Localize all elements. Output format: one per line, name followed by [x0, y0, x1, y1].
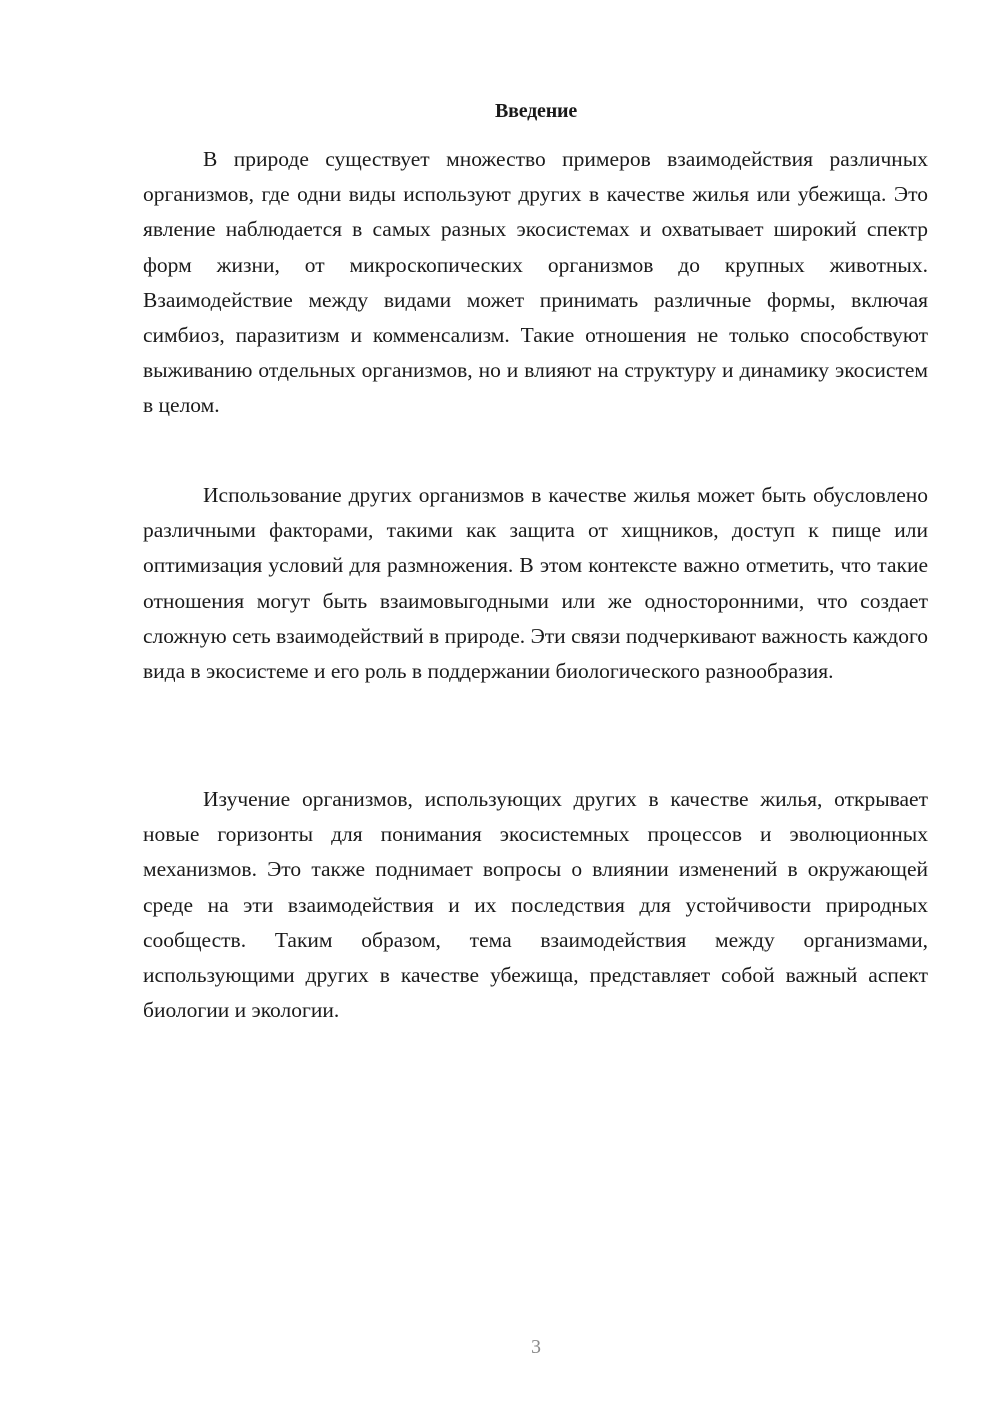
paragraph-1: В природе существует множество примеров взаимодействия различных организмов, где одни виды используют других в качестве жилья или убежища. Это явление наблюдается в самых разных экосистемах и охватывает широкий спектр форм жизни, от микроскопических организмов до крупных животных. Взаимодействие между видами может принимать различные формы, включая симбиоз, паразитизм и комменсализм. Такие отношения не только способствуют выживанию отдельных организмов, но и влияют на структуру и динамику экосистем в целом. [143, 147, 928, 418]
paragraph-3: Изучение организмов, использующих других в качестве жилья, открывает новые горизонты для понимания экосистемных процессов и эволюционных механизмов. Это также поднимает вопросы о влиянии изменений в окружающей среде на эти взаимодействия и их последствия для устойчивости природных сообществ. Таким образом, тема взаимодействия между организмами, использующими других в качестве убежища, представляет собой важный аспект биологии и экологии. [143, 787, 928, 1023]
paragraph-2: Использование других организмов в качестве жилья может быть обусловлено различными факторами, такими как защита от хищников, доступ к пище или оптимизация условий для размножения. В этом контексте важно отметить, что такие отношения могут быть взаимовыгодными или же односторонними, что создает сложную сеть взаимодействий в природе. Эти связи подчеркивают важность каждого вида в экосистеме и его роль в поддержании биологического разнообразия. [143, 483, 928, 684]
page-number: 3 [531, 1336, 541, 1358]
section-heading: Введение [494, 100, 578, 122]
